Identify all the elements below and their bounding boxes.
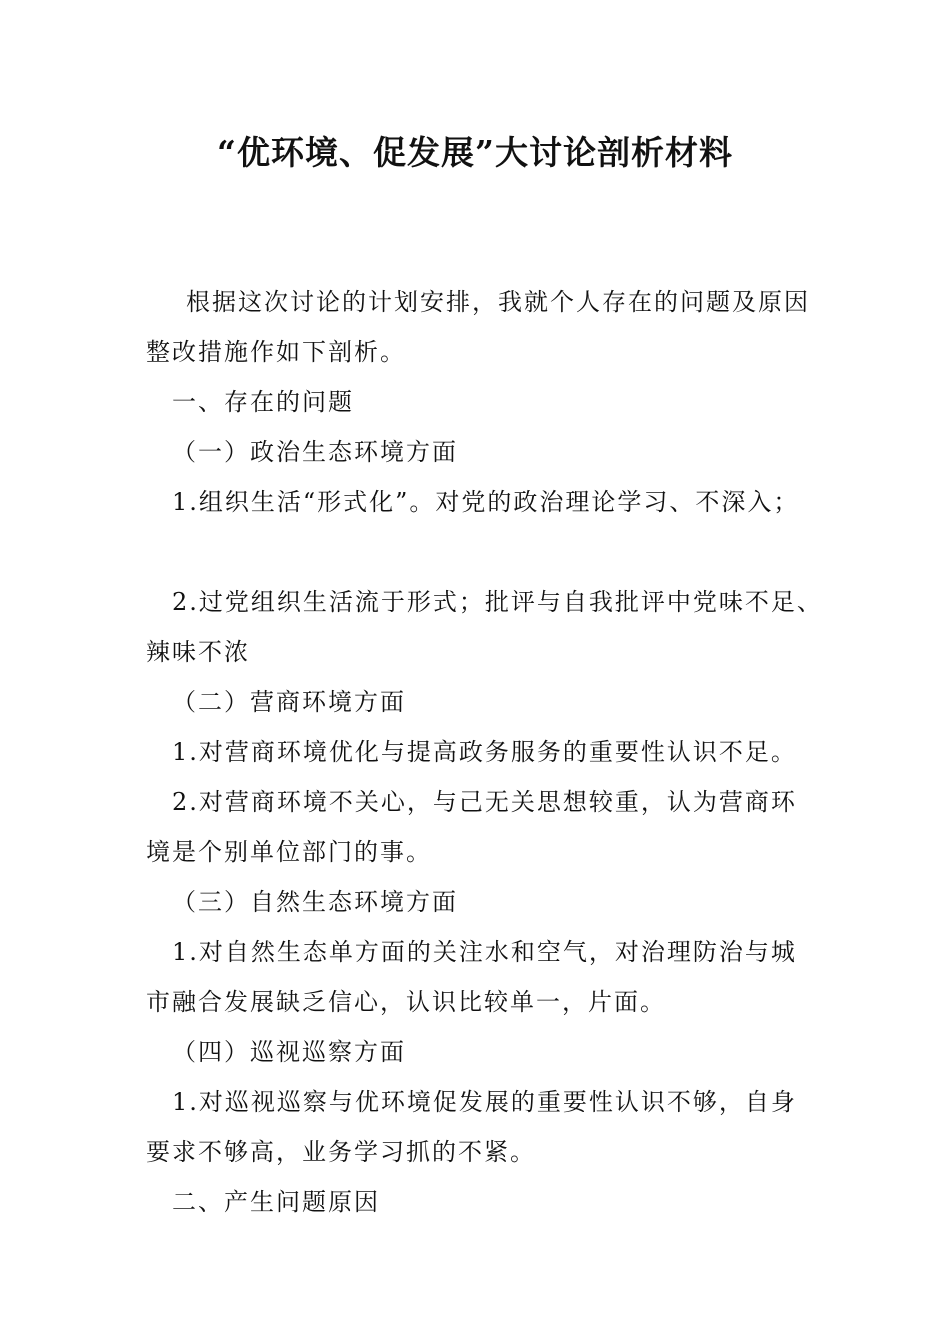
paragraph-line: 境是个别单位部门的事。 — [146, 838, 432, 866]
paragraph-line: 根据这次讨论的计划安排，我就个人存在的问题及原因 — [186, 288, 810, 316]
subsection-heading: （一）政治生态环境方面 — [172, 438, 458, 466]
subsection-heading: （四）巡视巡察方面 — [172, 1038, 406, 1066]
list-item: 1.对巡视巡察与优环境促发展的重要性认识不够，自身 — [172, 1088, 797, 1116]
paragraph-line: 要求不够高，业务学习抓的不紧。 — [146, 1138, 536, 1166]
section-heading: 二、产生问题原因 — [172, 1188, 380, 1216]
section-heading: 一、存在的问题 — [172, 388, 354, 416]
list-item: 1.对营商环境优化与提高政务服务的重要性认识不足。 — [172, 738, 797, 766]
list-item: 1.组织生活“形式化”。对党的政治理论学习、不深入； — [172, 488, 800, 516]
subsection-heading: （三）自然生态环境方面 — [172, 888, 458, 916]
paragraph-line: 市融合发展缺乏信心，认识比较单一，片面。 — [146, 988, 666, 1016]
paragraph-line: 辣味不浓 — [146, 638, 250, 666]
list-item: 1.对自然生态单方面的关注水和空气，对治理防治与城 — [172, 938, 797, 966]
paragraph-line: 整改措施作如下剖析。 — [146, 338, 406, 366]
subsection-heading: （二）营商环境方面 — [172, 688, 406, 716]
document-title: “优环境、促发展”大讨论剖析材料 — [217, 133, 733, 172]
list-item: 2.过党组织生活流于形式；批评与自我批评中党味不足、 — [172, 588, 823, 616]
list-item: 2.对营商环境不关心，与己无关思想较重，认为营商环 — [172, 788, 797, 816]
